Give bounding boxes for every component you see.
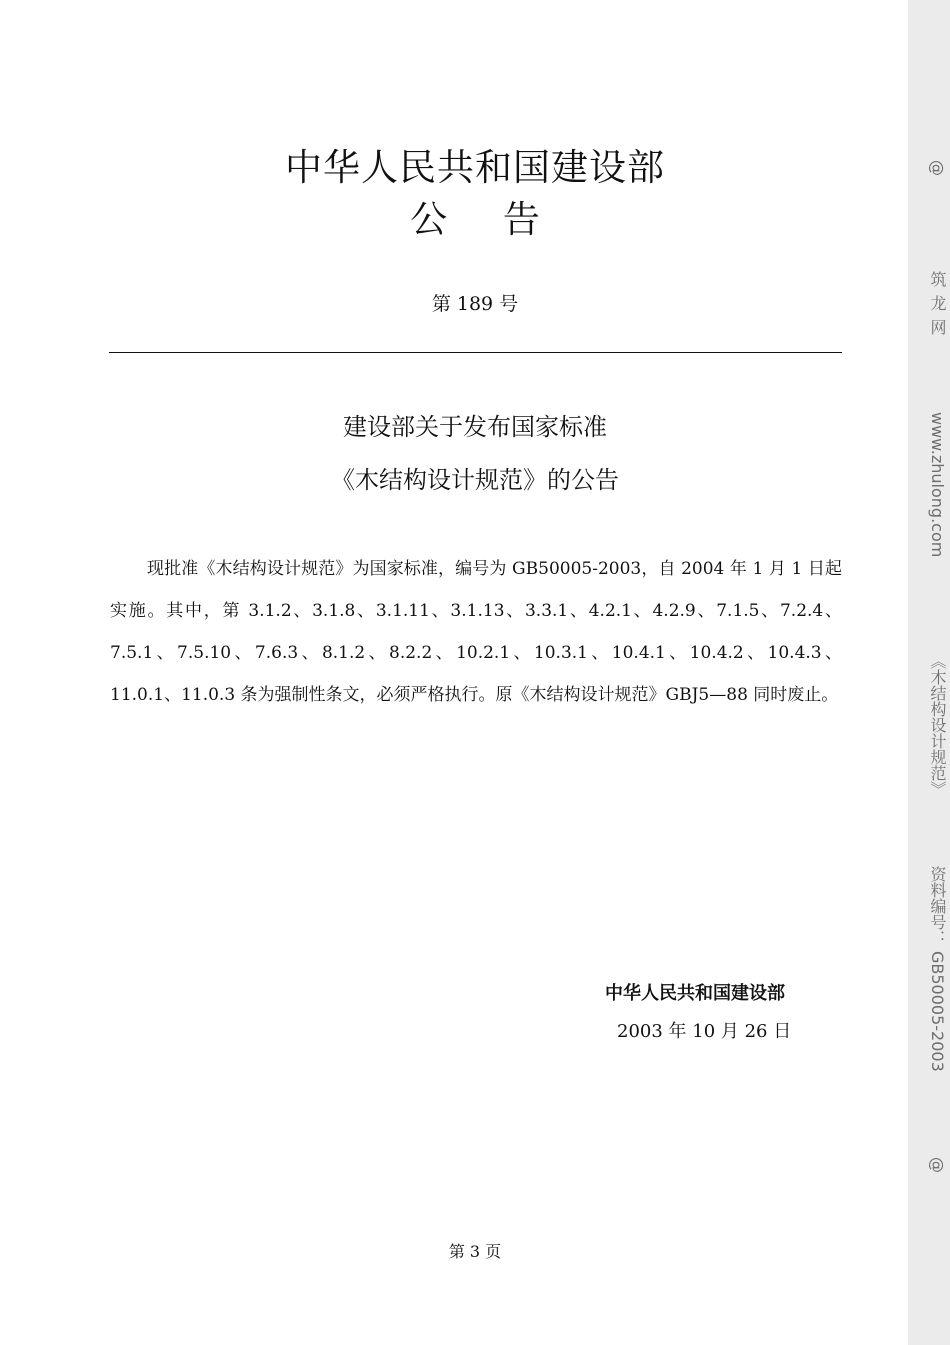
- issuer-title: 中华人民共和国建设部: [285, 146, 665, 189]
- signature-date: 2003 年 10 月 26 日: [617, 1021, 792, 1042]
- sidebar-site-name: 筑龙网: [928, 271, 947, 344]
- notice-title-line2: 《木结构设计规范》的公告: [331, 466, 619, 494]
- sidebar-url: www.zhulong.com: [928, 412, 947, 558]
- notice-title-line1: 建设部关于发布国家标准: [343, 413, 607, 441]
- announcement-heading: 公 告: [410, 198, 540, 241]
- announcement-number: 第 189 号: [431, 293, 519, 315]
- sidebar-code-label: 资料编号：: [928, 865, 947, 946]
- page-number: 第 3 页: [448, 1242, 502, 1261]
- signature-org: 中华人民共和国建设部: [605, 983, 785, 1004]
- sidebar-doc-code: GB50005-2003: [928, 950, 947, 1072]
- watermark-sidebar: [908, 0, 950, 1345]
- sidebar-doc-title: 《木结构设计规范》: [928, 652, 947, 797]
- sidebar-text: [929, 160, 945, 1173]
- notice-body: 现批准《木结构设计规范》为国家标准，编号为 GB50005-2003，自 2004 年 1 月 1 日起实施。其中，第 3.1.2、3.1.8、3.1.11、3.1.13、3.3.1、4.2.1、4.2.9、7.1.5、7.2.4、7.5.1、7.5.10、7.6.3、8.1.2、8.2.2、10.2.1、10.3.1、10.4.1、10.4.2、10.4.3、11.0.1、11.0.3 条为强制性条文，必须严格执行。原《木结构设计规范》GBJ5—88 同时废止。: [110, 559, 842, 705]
- sidebar-at-symbol-bottom: @: [928, 1156, 947, 1173]
- sidebar-at-symbol-top: @: [928, 160, 947, 176]
- header-divider: [109, 352, 842, 353]
